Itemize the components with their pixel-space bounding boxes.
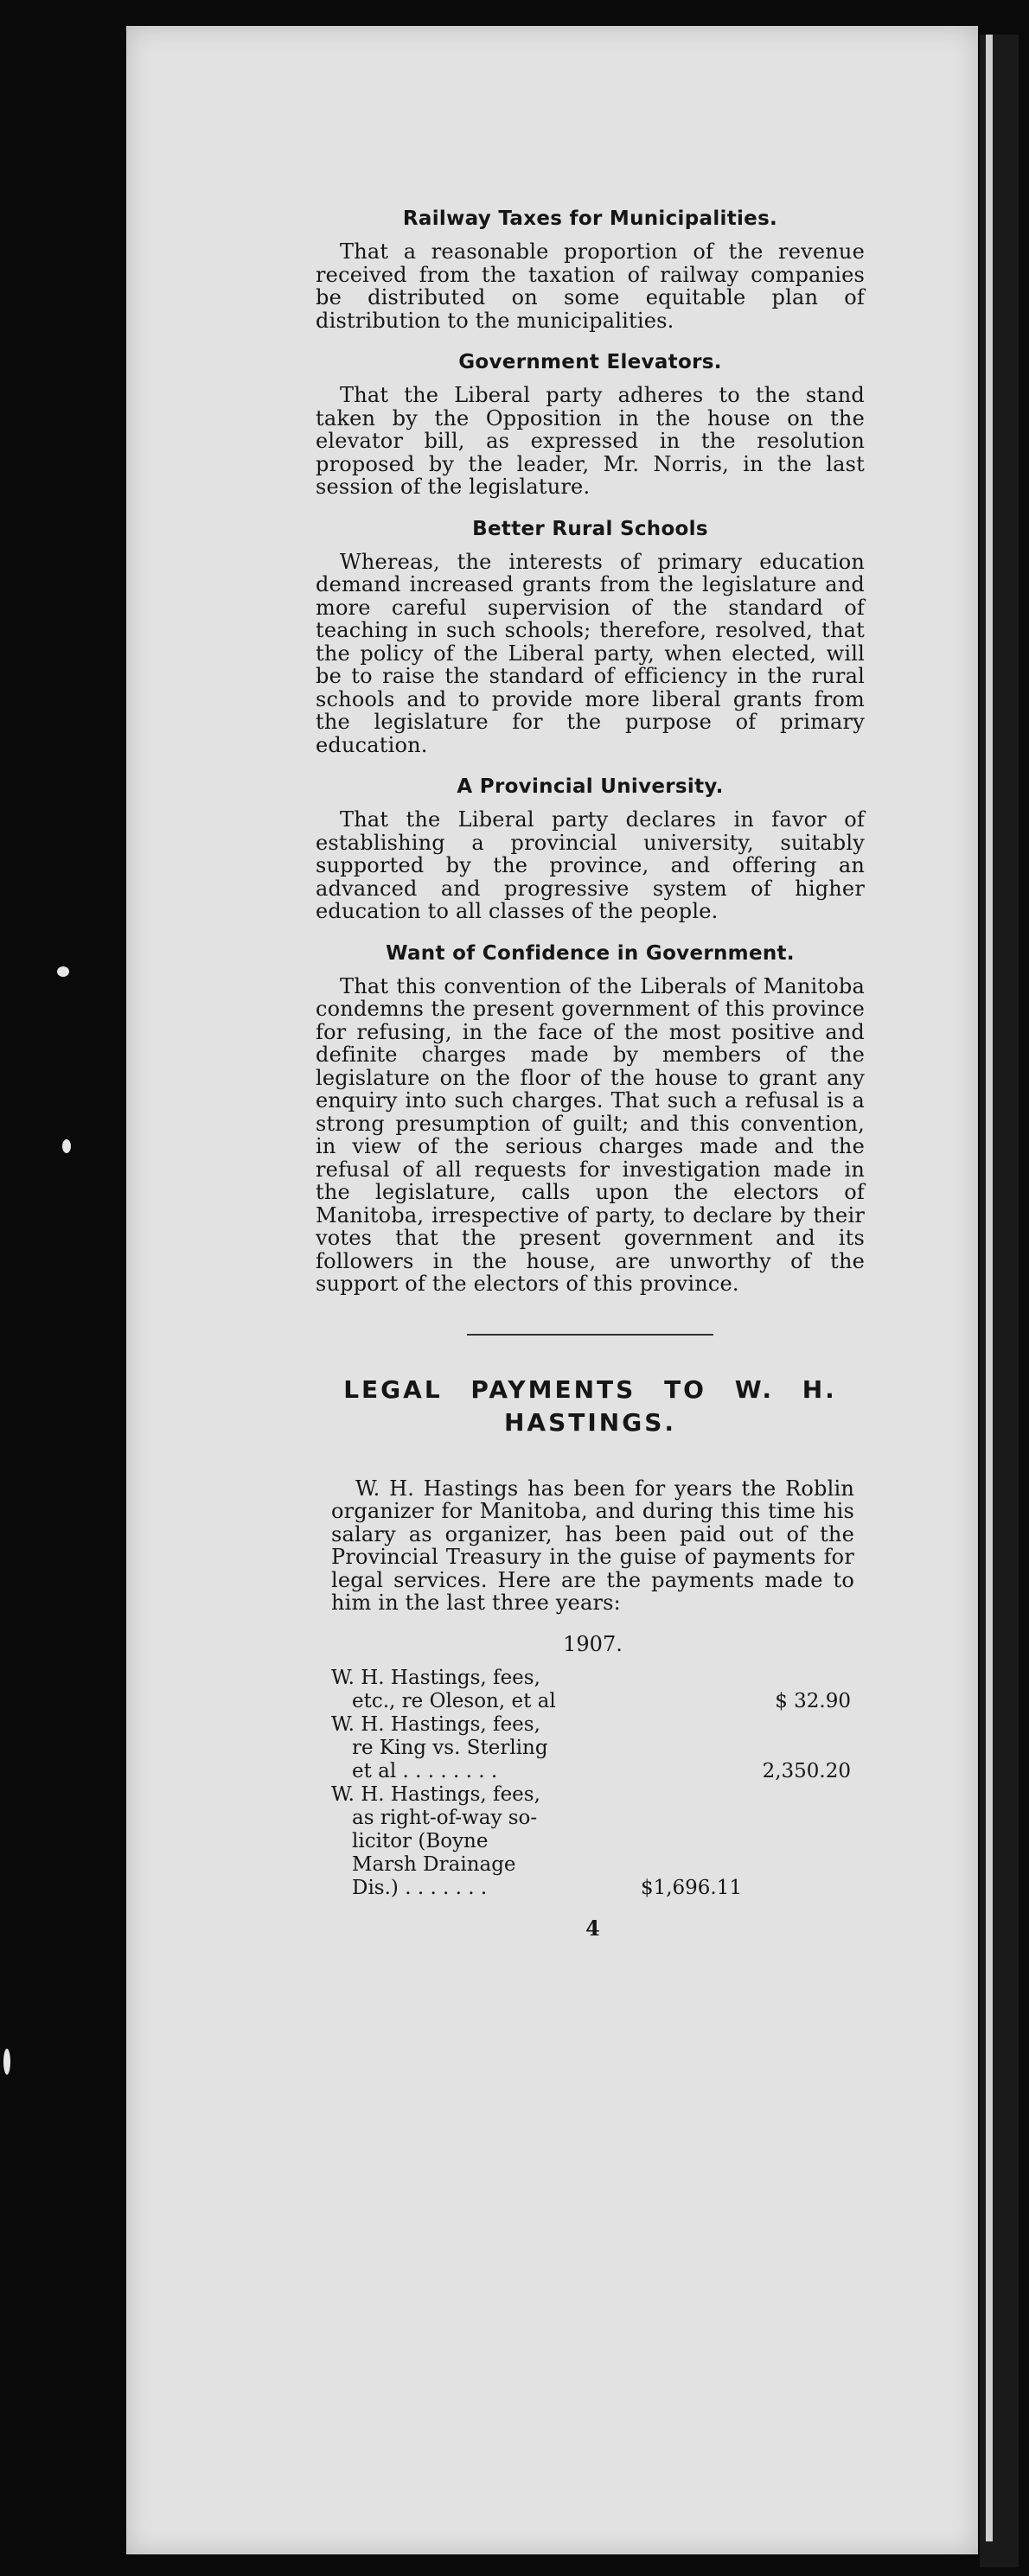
section-heading: Government Elevators.	[458, 351, 722, 373]
section-heading: A Provincial University.	[457, 775, 724, 798]
payment-amount: $1,696.11	[640, 1876, 742, 1899]
payment-desc: etc., re Oleson, et al	[352, 1689, 556, 1712]
year-label: 1907.	[563, 1631, 623, 1656]
section-text: That this convention of the Liberals of Manitoba condemns the present government of this province for refusing, in the face of the most positive and definite charges made by members of the legislature on the floor of the house to grant any enquiry into such charges. That such a refusal is a strong presumption of guilt; and this convention, in view of the serious charges made and the refusal of all requests for investigation made in the legislature, calls upon the electors of Manitoba, irrespective of party, to declare by their votes that the present government and its followers in the house, are unworthy of the support of the electors of this province.	[316, 973, 865, 1296]
payment-desc: et al . . . . . . . .	[352, 1759, 498, 1782]
payment-desc: W. H. Hastings, fees,	[331, 1712, 540, 1736]
section-heading: Railway Taxes for Municipalities.	[402, 207, 778, 230]
payment-desc: re King vs. Sterling	[352, 1736, 548, 1759]
payment-row	[331, 1667, 854, 1713]
legal-intro: W. H. Hastings has been for years the Roblin organizer for Manitoba, and during this time his salary as organizer, has been paid out of the Provincial Treasury in the guise of payments for legal services. Here are the payments made to him in the last three years:	[331, 1476, 854, 1615]
payment-desc: licitor (Boyne	[352, 1829, 489, 1852]
section-text: That the Liberal party adheres to the stand taken by the Opposition in the house on the elevator bill, as expressed in the resolution proposed by the leader, Mr. Norris, in the last session of the legislature.	[316, 383, 865, 499]
scan-speck	[57, 966, 69, 977]
payment-desc: Dis.) . . . . . . .	[352, 1876, 488, 1899]
payment-desc: W. H. Hastings, fees,	[331, 1666, 540, 1689]
payment-row	[331, 1713, 854, 1783]
payment-amount: 2,350.20	[762, 1759, 851, 1782]
next-page-edge	[986, 35, 993, 2541]
section-text: That a reasonable proportion of the revenue received from the taxation of railway companies be distributed on some equitable plan of distribution to the municipalities.	[316, 239, 865, 333]
section-heading: Want of Confidence in Government.	[386, 941, 795, 965]
payment-desc: as right-of-way so-	[352, 1806, 538, 1829]
legal-title-line1: LEGAL PAYMENTS TO W. H.	[343, 1374, 837, 1404]
payment-amount: $ 32.90	[775, 1689, 851, 1712]
payment-desc: W. H. Hastings, fees,	[331, 1782, 540, 1806]
legal-title-line2: HASTINGS.	[503, 1407, 676, 1437]
section-text: That the Liberal party declares in favor of establishing a provincial university, suitably supported by the province, and offering an advanced and progressive system of higher education to all classes of the people.	[316, 807, 865, 923]
page-number: 4	[585, 1915, 600, 1941]
payment-row	[331, 1783, 854, 1900]
text-column	[316, 207, 865, 1941]
legal-title	[316, 1374, 865, 1439]
scan-speck	[3, 2049, 10, 2075]
section-text: Whereas, the interests of primary education demand increased grants from the legislature and more careful supervision of the standard of teaching in such schools; therefore, resolved, that the policy of the Liberal party, when elected, will be to raise the standard of efficiency in the rural schools and to provide more liberal grants from the legislature for the purpose of primary education.	[316, 549, 865, 757]
scan-speck	[62, 1139, 71, 1153]
section-heading: Better Rural Schools	[472, 517, 708, 540]
payment-desc: Marsh Drainage	[352, 1852, 516, 1876]
